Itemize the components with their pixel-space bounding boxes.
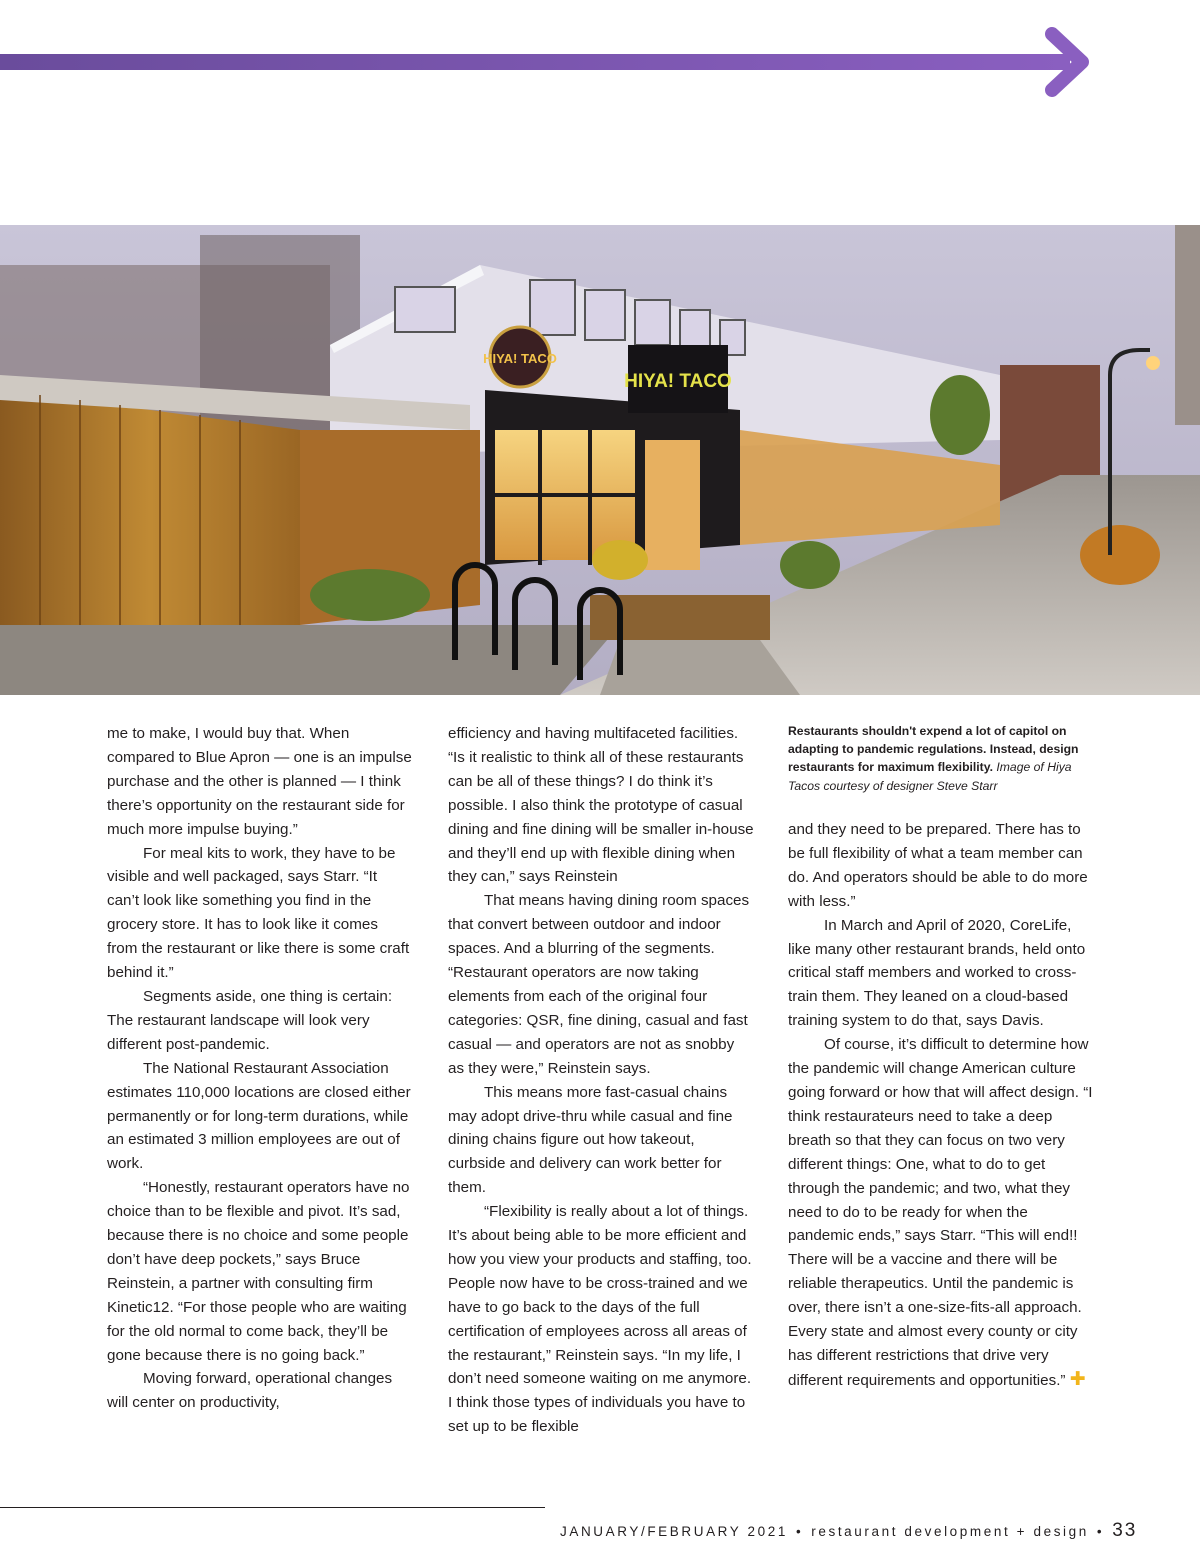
footer-bullet: • — [1096, 1524, 1105, 1539]
paragraph: me to make, I would buy that. When compared to Blue Apron — one is an impulse purchase and the other is planned — I think there’s opportunity on the restaurant side for much more impulse buying.” — [107, 725, 412, 838]
article-column-2 — [448, 722, 754, 1439]
footer-rule — [0, 1507, 545, 1508]
magazine-name: restaurant development + design — [811, 1524, 1089, 1539]
paragraph: In March and April of 2020, CoreLife, like many other restaurant brands, held onto critical staff members and worked to cross-train them. They leaned on a cloud-based training system to do that, says Davis. — [788, 916, 1086, 1030]
paragraph: This means more fast-casual chains may adopt drive-thru while casual and fine dining chains figure out how takeout, curbside and delivery can work better for them. — [448, 1083, 733, 1197]
paragraph: Segments aside, one thing is certain: The restaurant landscape will look very different post-pandemic. — [107, 987, 393, 1053]
paragraph: “Flexibility is really about a lot of things. It’s about being able to be more efficient and how you view your products and staffing, too. People now have to be cross-trained and we have to go back to the days of the full certification of employees across all areas of the restaurant,” Reinstein says. “In my life, I don’t need someone waiting on me anymore. I think those types of individuals you have to set up to be flexible — [448, 1203, 752, 1436]
article-column-1 — [107, 722, 412, 1415]
paragraph: The National Restaurant Association estimates 110,000 locations are closed either permanently or for long-term durations, while an estimated 3 million employees are out of work. — [107, 1059, 411, 1173]
photo-caption — [788, 722, 1088, 795]
page-number: 33 — [1112, 1520, 1138, 1541]
caption-credit-text: Image of Hiya Tacos courtesy of designer Steve Starr — [788, 760, 1072, 793]
main-sign-text: HIYA! TACO — [624, 371, 732, 392]
caption-bold-text: Restaurants shouldn't expend a lot of capitol on adapting to pandemic regulations. Instead, design restaurants for maximum flexibility. — [788, 724, 1079, 775]
paragraph: Moving forward, operational changes will center on productivity, — [107, 1370, 393, 1412]
paragraph: “Honestly, restaurant operators have no choice than to be flexible and pivot. It’s sad, because there is no choice and some people don’t have deep pockets,” says Bruce Reinstein, a partner with consulting firm Kinetic12. “For those people who are waiting for the old normal to come back, they’ll be gone because there is no going back.” — [107, 1179, 410, 1364]
end-mark-icon: ✚ — [1069, 1368, 1086, 1390]
header-arrow-graphic — [0, 20, 1100, 110]
round-sign-text: HIYA! TACO — [483, 351, 557, 366]
paragraph — [788, 1033, 1094, 1393]
article-column-3 — [788, 818, 1094, 1393]
paragraph: That means having dining room spaces that convert between outdoor and indoor spaces. And a blurring of the segments. “Restaurant operators are now taking elements from each of the original four categories: QSR, fine dining, casual and fast casual — and operators are not as snobby as they were,” Reinstein says. — [448, 892, 750, 1077]
footer-bullet: • — [795, 1524, 804, 1539]
hero-photo-hiya-taco-storefront — [0, 225, 1200, 695]
issue-date: JANUARY/FEBRUARY 2021 — [560, 1524, 788, 1539]
paragraph: efficiency and having multifaceted facilities. “Is it realistic to think all of these restaurants can be all of these things? I do think it’s possible. I also think the prototype of casual dining and fine dining will be smaller in-house and they’ll end up with flexible dining when they can,” says Reinstein — [448, 725, 754, 886]
paragraph-text: Of course, it’s difficult to determine how the pandemic will change American culture going forward or how that will affect design. “I think restaurateurs need to take a deep breath so that they can focus on two very different things: One, what to do to get through the pandemic; and two, what they need to do to be ready for when the pandemic ends,” says Starr. “This will end!! There will be a vaccine and there will be reliable therapeutics. Until the pandemic is over, there isn’t a one-size-fits-all approach. Every state and almost every county or city has different restrictions that drive very different requirements and opportunities.” — [788, 1036, 1093, 1389]
paragraph: and they need to be prepared. There has to be full flexibility of what a team member can do. And operators should be able to do more with less.” — [788, 821, 1088, 910]
paragraph: For meal kits to work, they have to be visible and well packaged, says Starr. “It can’t look like something you find in the grocery store. It has to look like it comes from the restaurant or like there is some craft behind it.” — [107, 844, 410, 982]
page-footer — [560, 1520, 1138, 1546]
